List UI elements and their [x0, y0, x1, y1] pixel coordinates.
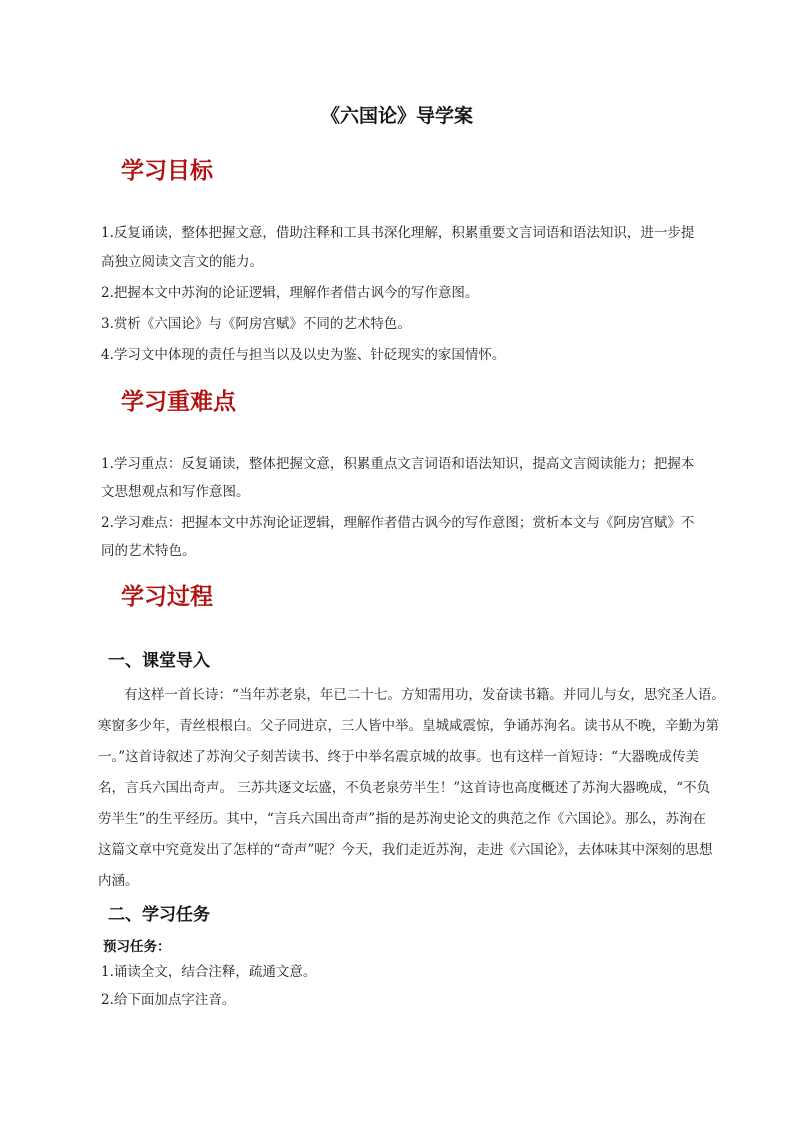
objective-item-1-line-1: 1.反复诵读，整体把握文意，借助注释和工具书深化理解，积累重要文言词语和语法知识，进一步提 [101, 225, 695, 241]
key-point-2-line-2: 同的艺术特色。 [101, 543, 196, 559]
key-point-1-line-1: 1.学习重点：反复诵读，整体把握文意，积累重点文言词语和语法知识，提高文言阅读能力；把握本 [101, 456, 695, 472]
objectives-heading: 学习目标 [121, 158, 213, 184]
objective-item-2: 2.把握本文中苏洵的论证逻辑，理解作者借古讽今的写作意图。 [101, 285, 479, 301]
intro-line-4: 名，言兵六国出奇声。 三苏共逐文坛盛，不负老泉劳半生！”这首诗也高度概述了苏洵大器晚成，“不负 [98, 780, 711, 796]
page-title: 《六国论》导学案 [320, 105, 473, 127]
task-item-1: 1.诵读全文，结合注释，疏通文意。 [101, 964, 317, 980]
task-item-2: 2.给下面加点字注音。 [101, 992, 236, 1008]
objective-item-1-line-2: 高独立阅读文言文的能力。 [101, 254, 263, 270]
preview-task-label: 预习任务： [103, 939, 171, 955]
intro-line-2: 寒窗多少年，青丝根根白。父子同进京，三人皆中举。皇城咸震惊，争诵苏洵名。读书从不晚，辛勤为第 [98, 718, 719, 734]
intro-line-5: 劳半生”的生平经历。其中，“言兵六国出奇声”指的是苏洵史论文的典范之作《六国论》。那么，苏洵在 [98, 811, 706, 827]
intro-line-3: 一。”这首诗叙述了苏洵父子刻苦读书、终于中举名震京城的故事。也有这样一首短诗：“大器晚成传美 [98, 749, 700, 765]
objective-item-4: 4.学习文中体现的责任与担当以及以史为鉴、针砭现实的家国情怀。 [101, 347, 506, 363]
key-point-1-line-2: 文思想观点和写作意图。 [101, 484, 250, 500]
intro-line-7: 内涵。 [98, 873, 139, 889]
process-heading: 学习过程 [121, 584, 213, 610]
intro-line-1: 有这样一首长诗：“当年苏老泉，年已二十七。方知需用功，发奋读书籍。并同儿与女，思究圣人语。 [124, 687, 725, 703]
objective-item-3: 3.赏析《六国论》与《阿房宫赋》不同的艺术特色。 [101, 316, 411, 332]
key-points-heading: 学习重难点 [121, 389, 236, 415]
intro-line-6: 这篇文章中究竟发出了怎样的“奇声”呢？今天，我们走近苏洵，走进《六国论》，去体味其中深刻的思想 [98, 842, 713, 858]
section-intro-heading: 一、课堂导入 [108, 651, 210, 671]
key-point-2-line-1: 2.学习难点：把握本文中苏洵论证逻辑，理解作者借古讽今的写作意图；赏析本文与《阿房宫赋》不 [101, 515, 695, 531]
section-tasks-heading: 二、学习任务 [108, 905, 210, 925]
